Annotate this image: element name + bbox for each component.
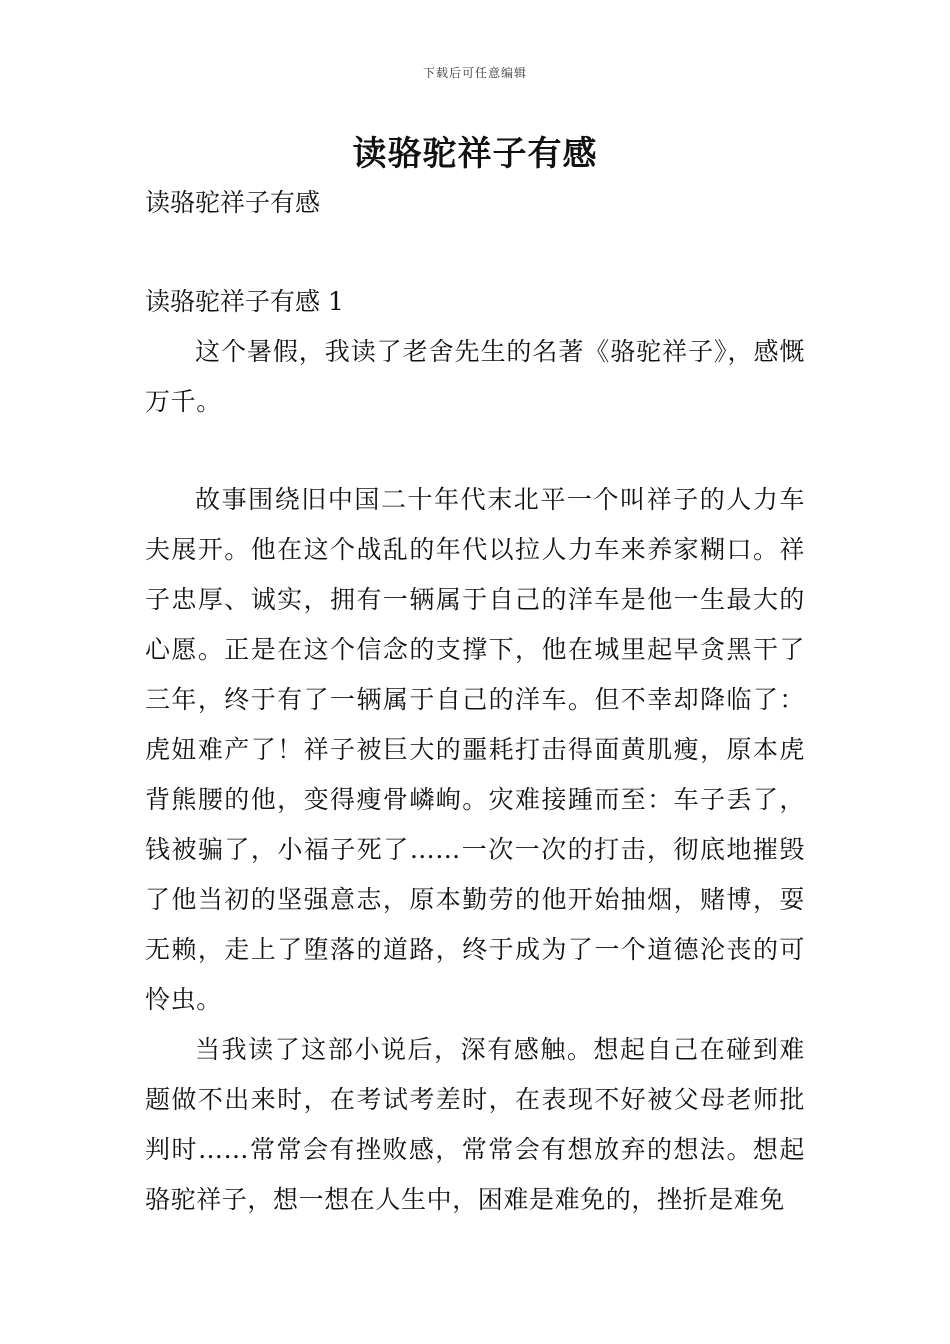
document-subtitle: 读骆驼祥子有感 bbox=[145, 188, 321, 217]
spacer bbox=[145, 427, 805, 475]
spacer bbox=[145, 228, 805, 277]
paragraph: 当我读了这部小说后，深有感触。想起自己在碰到难题做不出来时，在考试考差时，在表现不好被父母老师批判时……常常会有挫败感，常常会有想放弃的想法。想起骆驼祥子，想一想在人生中，困难是难免的，挫折是难免 bbox=[145, 1035, 805, 1214]
paragraph: 故事围绕旧中国二十年代末北平一个叫祥子的人力车夫展开。他在这个战乱的年代以拉人力车来养家糊口。祥子忠厚、诚实，拥有一辆属于自己的洋车是他一生最大的心愿。正是在这个信念的支撑下，他在城里起早贪黑干了三年，终于有了一辆属于自己的洋车。但不幸却降临了：虎妞难产了！祥子被巨大的噩耗打击得面黄肌瘦，原本虎背熊腰的他，变得瘦骨嶙峋。灾难接踵而至：车子丢了，钱被骗了，小福子死了……一次一次的打击，彻底地摧毁了他当初的坚强意志，原本勤劳的他开始抽烟，赌博，耍无赖，走上了堕落的道路，终于成为了一个道德沦丧的可怜虫。 bbox=[145, 485, 805, 1014]
header-note: 下载后可任意编辑 bbox=[422, 66, 527, 80]
section-heading: 读骆驼祥子有感 1 bbox=[145, 287, 344, 316]
document-title: 读骆驼祥子有感 bbox=[352, 134, 598, 174]
document-body bbox=[145, 178, 805, 1225]
paragraph: 这个暑假，我读了老舍先生的名著《骆驼祥子》，感慨万千。 bbox=[145, 337, 805, 416]
